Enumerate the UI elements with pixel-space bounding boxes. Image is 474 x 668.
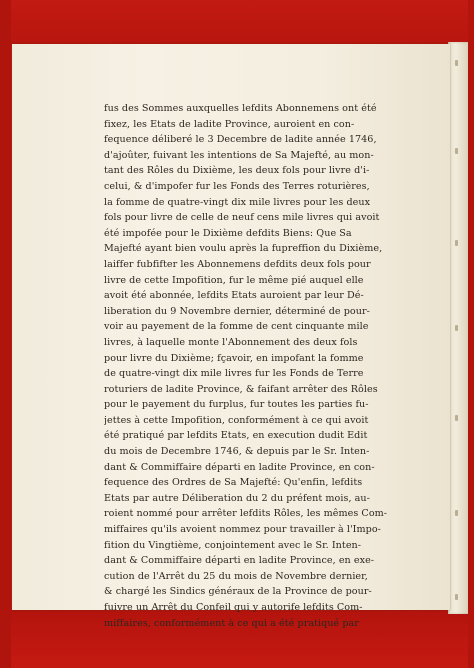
text-line: dant & Commiffaire départi en ladite Province, en exe- xyxy=(104,555,375,567)
text-line: fequence des Ordres de Sa Majefté: Qu'enfin, lefdits xyxy=(104,477,363,489)
text-line: Etats par autre Déliberation du 2 du préfent mois, au- xyxy=(104,492,370,504)
text-line: miffaires qu'ils avoient nommez pour travailler à l'Impo- xyxy=(104,524,381,536)
binding-hole xyxy=(455,148,458,154)
text-line: miffaires, conformément à ce qui a été pratiqué par xyxy=(104,617,359,629)
text-line: du mois de Decembre 1746, & depuis par le Sr. Inten- xyxy=(104,446,370,458)
text-line: la fomme de quatre-vingt dix mile livres pour les deux xyxy=(104,196,371,208)
binding-hole xyxy=(455,510,458,516)
text-line: cution de l'Arrêt du 25 du mois de Novembre dernier, xyxy=(104,570,368,582)
text-line: de quatre-vingt dix mile livres fur les Fonds de Terre xyxy=(104,368,364,380)
text-line: pour livre du Dixième; fçavoir, en impofant la fomme xyxy=(104,352,364,364)
background-top xyxy=(0,0,474,46)
text-line: fus des Sommes auxquelles lefdits Abonnemens ont été xyxy=(104,103,377,114)
text-line: tant des Rôles du Dixième, les deux fols pour livre d'i- xyxy=(104,165,370,177)
text-line: pour le payement du furplus, fur toutes les parties fu- xyxy=(104,399,369,411)
text-line: & chargé les Sindics généraux de la Province de pour- xyxy=(104,586,372,598)
text-line: livre de cette Impofition, fur le même pié auquel elle xyxy=(104,274,364,286)
text-line: fols pour livre de celle de neuf cens mile livres qui avoit xyxy=(104,212,380,224)
text-line: roturiers de ladite Province, & faifant arrêter des Rôles xyxy=(104,383,378,395)
binding-hole xyxy=(455,240,458,246)
text-line: laiffer fubfifter les Abonnemens defdits deux fols pour xyxy=(104,258,371,270)
text-line: voir au payement de la fomme de cent cinquante mile xyxy=(104,321,369,333)
page-spine xyxy=(448,42,468,614)
document-text xyxy=(104,101,392,631)
text-line: Majefté ayant bien voulu après la fupreffion du Dixième, xyxy=(104,243,383,255)
text-line: celui, & d'impofer fur les Fonds des Terres roturières, xyxy=(104,180,370,192)
text-line: roient nommé pour arrêter lefdits Rôles, les mêmes Com- xyxy=(104,508,388,520)
binding-hole xyxy=(455,60,458,66)
binding-hole xyxy=(455,594,458,600)
text-line: avoit été abonnée, lefdits Etats auroient par leur Dé- xyxy=(104,290,364,302)
binding-hole xyxy=(455,415,458,421)
text-line: livres, à laquelle monte l'Abonnement des deux fols xyxy=(104,336,358,348)
text-line: fequence déliberé le 3 Decembre de ladite année 1746, xyxy=(104,134,377,146)
text-line: fixez, les Etats de ladite Province, auroient en con- xyxy=(104,118,355,130)
text-line: été pratiqué par lefdits Etats, en execution dudit Edit xyxy=(104,430,368,442)
text-line: d'ajoûter, fuivant les intentions de Sa Majefté, au mon- xyxy=(104,149,374,161)
text-line: dant & Commiffaire départi en ladite Province, en con- xyxy=(104,461,375,473)
text-line: liberation du 9 Novembre dernier, déterminé de pour- xyxy=(104,305,370,317)
text-line: fuivre un Arrêt du Confeil qui y autorife lefdits Com- xyxy=(104,602,363,613)
background-left xyxy=(0,0,11,668)
text-line: été impofée pour le Dixième defdits Biens: Que Sa xyxy=(104,227,352,239)
background-right xyxy=(468,0,474,668)
text-line: jettes à cette Impofition, conformément à ce qui avoit xyxy=(104,414,369,426)
binding-hole xyxy=(455,325,458,331)
text-line: fition du Vingtième, conjointement avec le Sr. Inten- xyxy=(104,539,362,551)
